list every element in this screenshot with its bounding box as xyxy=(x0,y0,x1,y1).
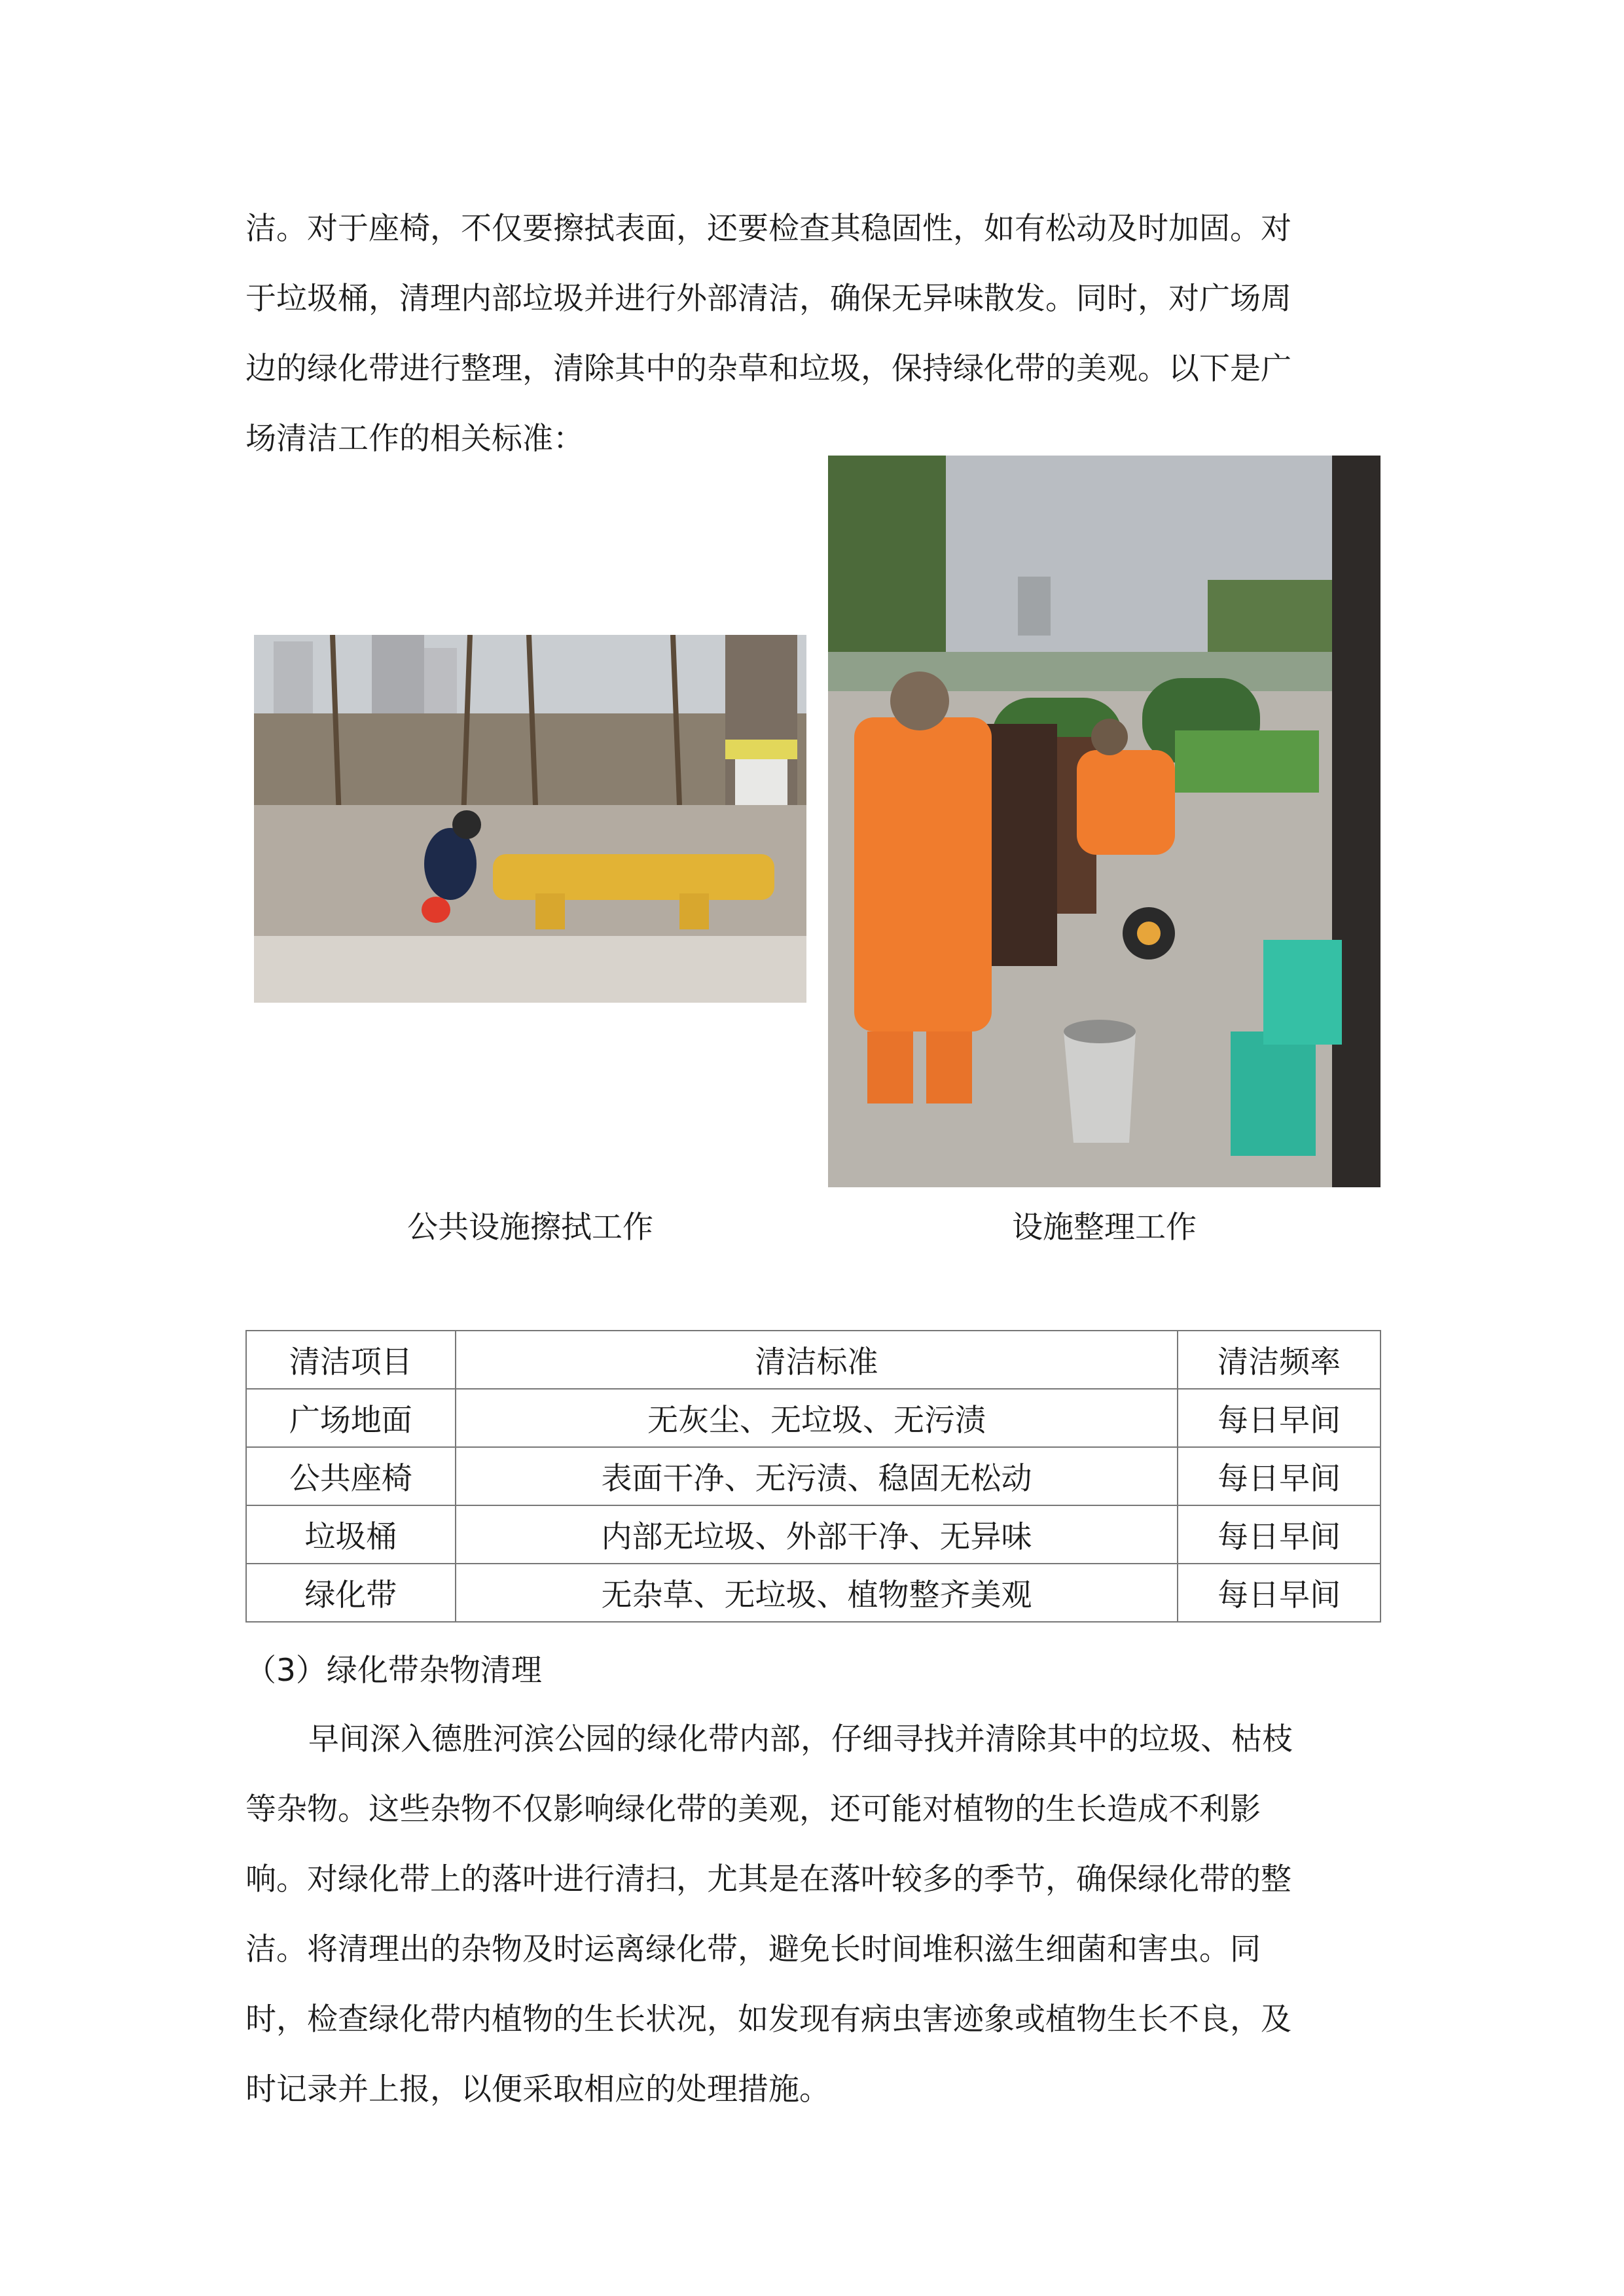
section-line: 时，检查绿化带内植物的生长状况，如发现有病虫害迹象或植物生长不良，及 xyxy=(245,2001,1291,2037)
intro-line: 洁。对于座椅，不仅要擦拭表面，还要检查其稳固性，如有松动及时加固。对 xyxy=(245,211,1291,247)
table-header-cell: 清洁项目 xyxy=(246,1331,456,1389)
section-line: 时记录并上报，以便采取相应的处理措施。 xyxy=(245,2072,830,2108)
section-line: 等杂物。这些杂物不仅影响绿化带的美观，还可能对植物的生长造成不利影 xyxy=(245,1791,1261,1827)
table-cell: 每日早间 xyxy=(1178,1505,1380,1564)
intro-line: 于垃圾桶，清理内部垃圾并进行外部清洁，确保无异味散发。同时，对广场周 xyxy=(245,281,1291,317)
figure-caption: 公共设施擦拭工作 xyxy=(407,1210,653,1246)
table-header-row xyxy=(246,1331,1380,1389)
table-row xyxy=(246,1505,1380,1564)
workers-photo xyxy=(828,456,1380,1187)
intro-paragraph xyxy=(245,194,1381,474)
photo-facility-maintenance xyxy=(828,456,1380,1187)
cleaning-standards-table xyxy=(245,1330,1381,1623)
table-cell: 内部无垃圾、外部干净、无异味 xyxy=(456,1505,1178,1564)
table-cell: 绿化带 xyxy=(246,1564,456,1622)
photo-facility-wiping xyxy=(254,635,806,1003)
table-cell: 公共座椅 xyxy=(246,1447,456,1505)
table-row xyxy=(246,1389,1380,1447)
section-line: 早间深入德胜河滨公园的绿化带内部，仔细寻找并清除其中的垃圾、枯枝 xyxy=(308,1721,1293,1757)
table-row xyxy=(246,1447,1380,1505)
table-header-cell: 清洁标准 xyxy=(456,1331,1178,1389)
table-cell: 每日早间 xyxy=(1178,1389,1380,1447)
table-cell: 无杂草、无垃圾、植物整齐美观 xyxy=(456,1564,1178,1622)
section-line: 响。对绿化带上的落叶进行清扫，尤其是在落叶较多的季节，确保绿化带的整 xyxy=(245,1861,1291,1897)
table-cell: 无灰尘、无垃圾、无污渍 xyxy=(456,1389,1178,1447)
section-heading: （3）绿化带杂物清理 xyxy=(245,1653,542,1689)
section-line: 洁。将清理出的杂物及时运离绿化带，避免长时间堆积滋生细菌和害虫。同 xyxy=(245,1931,1261,1967)
table-cell: 垃圾桶 xyxy=(246,1505,456,1564)
table-row xyxy=(246,1564,1380,1622)
table-cell: 广场地面 xyxy=(246,1389,456,1447)
figure-caption: 设施整理工作 xyxy=(1012,1210,1197,1246)
park-bench-photo xyxy=(254,635,806,1003)
table-header-cell: 清洁频率 xyxy=(1178,1331,1380,1389)
table-cell: 表面干净、无污渍、稳固无松动 xyxy=(456,1447,1178,1505)
intro-line: 边的绿化带进行整理，清除其中的杂草和垃圾，保持绿化带的美观。以下是广 xyxy=(245,351,1291,387)
intro-line: 场清洁工作的相关标准： xyxy=(245,421,584,457)
table-cell: 每日早间 xyxy=(1178,1447,1380,1505)
table-cell: 每日早间 xyxy=(1178,1564,1380,1622)
section-paragraph xyxy=(245,1704,1381,2125)
